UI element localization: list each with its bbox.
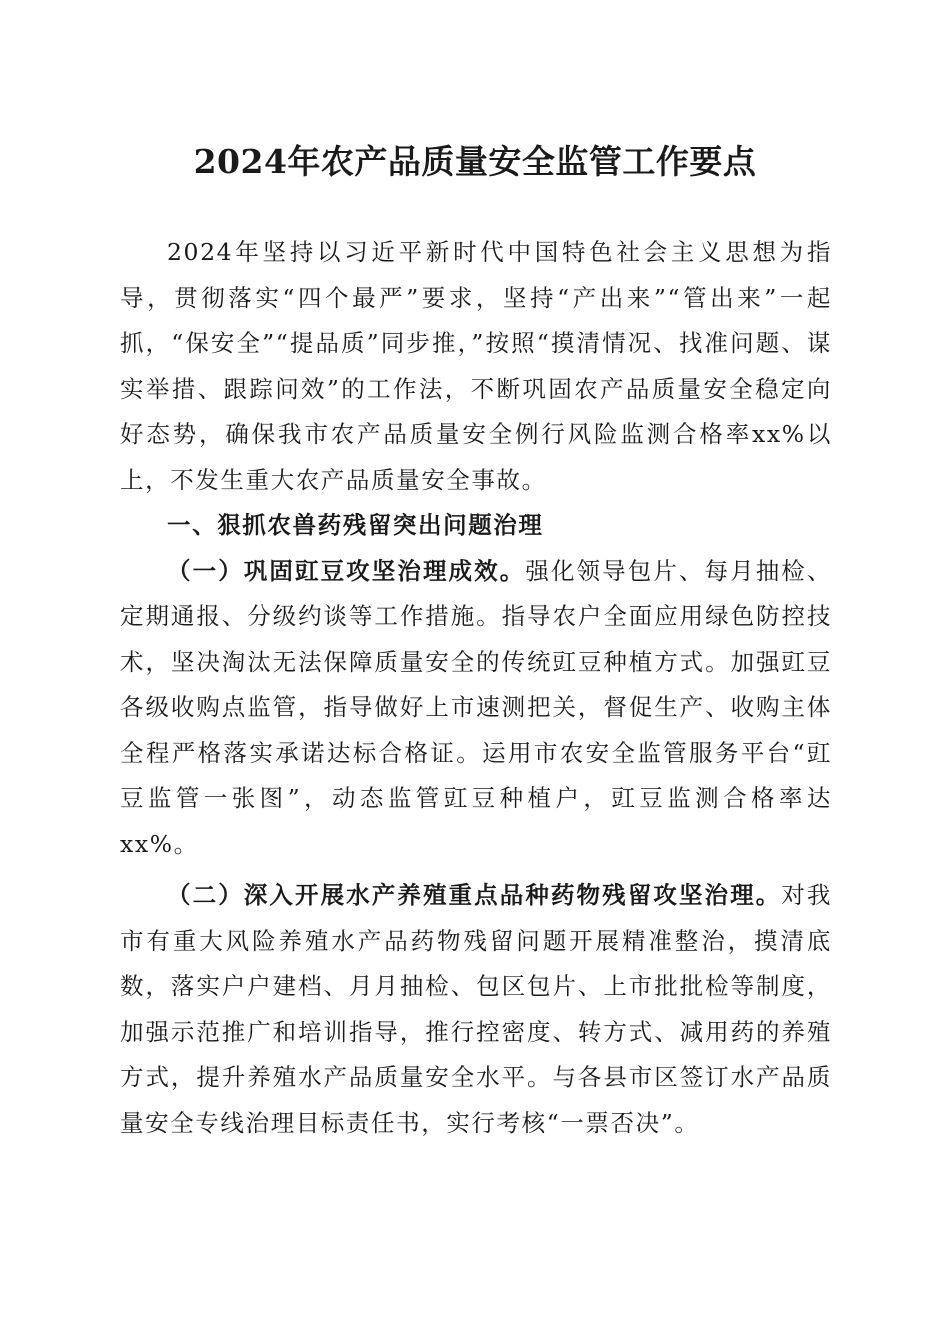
- item-paragraph-2: [120, 873, 832, 1146]
- section-heading: 一、狠抓农兽药残留突出问题治理: [167, 511, 544, 539]
- item-2-text: 对我市有重大风险养殖水产品药物残留问题开展精准整治，摸清底数，落实户户建档、月月抽检、包区包片、上市批批检等制度，加强示范推广和培训指导，推行控密度、转方式、减用药的养殖方式，提升养殖水产品质量安全水平。与各县市区签订水产品质量安全专线治理目标责任书，实行考核“一票否决”。: [120, 881, 832, 1137]
- item-1-lead: （一）巩固豇豆攻坚治理成效。: [167, 556, 526, 585]
- item-paragraph-1: [120, 549, 832, 868]
- document-body: [120, 230, 832, 1146]
- intro-paragraph: 2024年坚持以习近平新时代中国特色社会主义思想为指导，贯彻落实“四个最严”要求，坚持“产出来”“管出来”一起抓，“保安全”“提品质”同步推，”按照“摸清情况、找准问题、谋实举措、跟踪问效”的工作法，不断巩固农产品质量安全稳定向好态势，确保我市农产品质量安全例行风险监测合格率xx%以上，不发生重大农产品质量安全事故。: [120, 238, 832, 494]
- document-title: 2024年农产品质量安全监管工作要点: [193, 142, 757, 181]
- item-2-lead: （二）深入开展水产养殖重点品种药物残留攻坚治理。: [167, 881, 782, 909]
- item-1-text: 强化领导包片、每月抽检、定期通报、分级约谈等工作措施。指导农户全面应用绿色防控技术，坚决淘汰无法保障质量安全的传统豇豆种植方式。加强豇豆各级收购点监管，指导做好上市速测把关，督促生产、收购主体全程严格落实承诺达标合格证。运用市农安全监管服务平台“豇豆监管一张图”，动态监管豇豆种植户，豇豆监测合格率达xx%。: [120, 556, 832, 858]
